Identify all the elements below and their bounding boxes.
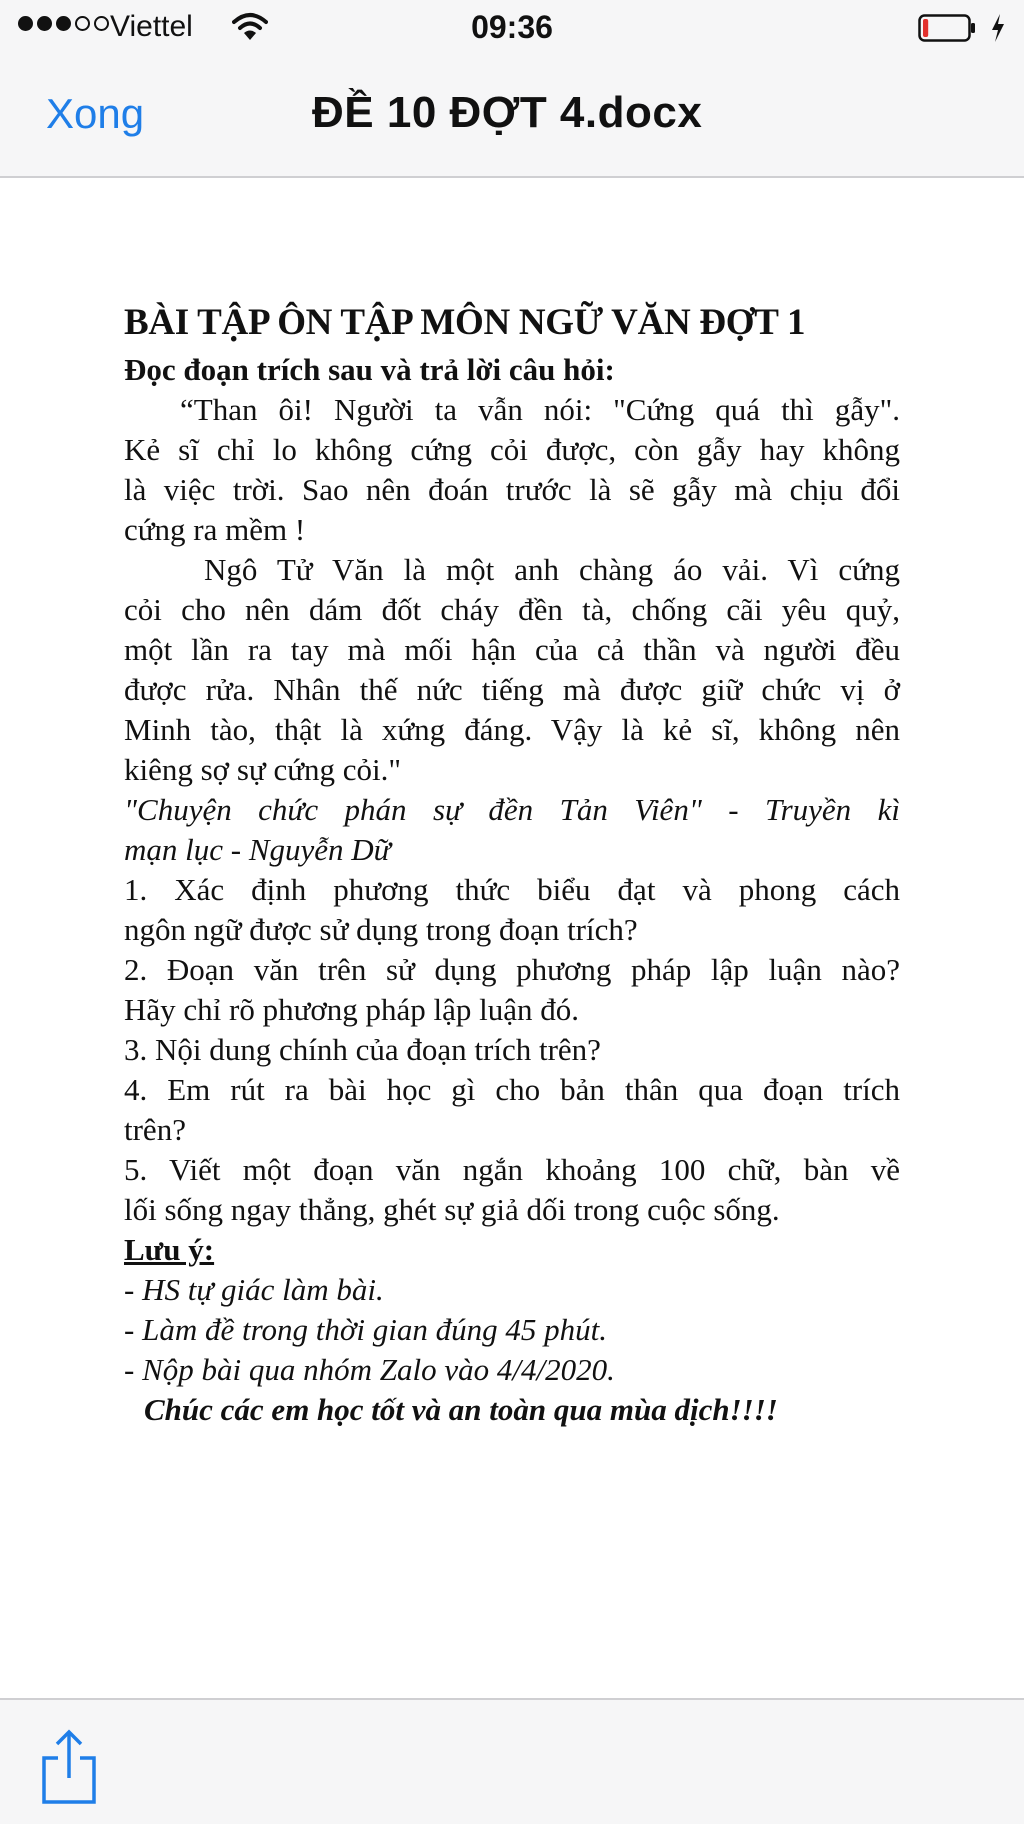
status-bar: [0, 0, 1024, 58]
document-heading: BÀI TẬP ÔN TẬP MÔN NGỮ VĂN ĐỢT 1: [124, 302, 806, 343]
passage-line: cứng ra mềm !: [124, 512, 306, 547]
passage-line: kiêng sợ sự cứng cỏi.": [124, 752, 402, 787]
passage-paragraph-2: [124, 550, 900, 790]
question-4: [124, 1070, 900, 1150]
passage-line: Kẻ sĩ chỉ lo không cứng cỏi được, còn gẫy hay không: [124, 432, 900, 467]
passage-line: một lần ra tay mà mối hận của cả thần và người đều: [124, 632, 900, 667]
passage-line: là việc trời. Sao nên đoán trước là sẽ gẫy mà chịu đổi: [124, 472, 900, 507]
note-item: - HS tự giác làm bài.: [124, 1272, 384, 1307]
share-button[interactable]: [38, 1728, 100, 1806]
battery-level-fill: [923, 19, 928, 37]
instruction-text: Đọc đoạn trích sau và trả lời câu hỏi:: [124, 352, 615, 387]
document-page[interactable]: [124, 300, 900, 1430]
question-line: lối sống ngay thẳng, ghét sự giả dối trong cuộc sống.: [124, 1192, 780, 1227]
question-line: 5. Viết một đoạn văn ngắn khoảng 100 chữ, bàn về: [124, 1152, 900, 1187]
carrier-name: Viettel: [110, 10, 193, 43]
source-line: "Chuyện chức phán sự đền Tản Viên" - Truyền kì: [124, 792, 900, 827]
question-line: 3. Nội dung chính của đoạn trích trên?: [124, 1032, 601, 1067]
question-line: Hãy chỉ rõ phương pháp lập luận đó.: [124, 992, 580, 1027]
document-title: ĐỀ 10 ĐỢT 4.docx: [312, 88, 703, 137]
closing-message: Chúc các em học tốt và an toàn qua mùa dịch!!!!: [144, 1392, 778, 1427]
question-3: [124, 1030, 900, 1070]
question-line: 1. Xác định phương thức biểu đạt và phong cách: [124, 872, 900, 907]
note-label: Lưu ý:: [124, 1232, 215, 1267]
passage-line: Ngô Tử Văn là một anh chàng áo vải. Vì cứng: [204, 552, 900, 587]
question-line: ngôn ngữ được sử dụng trong đoạn trích?: [124, 912, 638, 947]
passage-line: Minh tào, thật là xứng đáng. Vậy là kẻ sĩ, không nên: [124, 712, 900, 747]
question-2: [124, 950, 900, 1030]
passage-line: “Than ôi! Người ta vẫn nói: "Cứng quá thì gẫy".: [180, 392, 900, 427]
bottom-toolbar: [0, 1698, 1024, 1824]
done-button[interactable]: Xong: [46, 90, 145, 137]
passage-source: [124, 790, 900, 870]
navigation-bar: [0, 58, 1024, 176]
top-chrome: [0, 0, 1024, 178]
question-line: 4. Em rút ra bài học gì cho bản thân qua đoạn trích: [124, 1072, 900, 1107]
clock: 09:36: [471, 9, 553, 45]
passage-line: được rửa. Nhân thế nức tiếng mà được giữ chức vị ở: [124, 672, 900, 707]
passage-paragraph-1: [124, 390, 900, 550]
question-1: [124, 870, 900, 950]
question-line: trên?: [124, 1112, 186, 1147]
question-5: [124, 1150, 900, 1230]
question-line: 2. Đoạn văn trên sử dụng phương pháp lập luận nào?: [124, 952, 900, 987]
battery-icon: [918, 14, 976, 42]
passage-line: cỏi cho nên dám đốt cháy đền tà, chống cãi yêu quỷ,: [124, 592, 900, 627]
note-item: - Nộp bài qua nhóm Zalo vào 4/4/2020.: [124, 1352, 615, 1387]
charging-bolt-icon: [990, 13, 1006, 43]
share-icon: [38, 1728, 100, 1806]
note-item: - Làm đề trong thời gian đúng 45 phút.: [124, 1312, 607, 1347]
source-line: mạn lục - Nguyễn Dữ: [124, 832, 391, 867]
